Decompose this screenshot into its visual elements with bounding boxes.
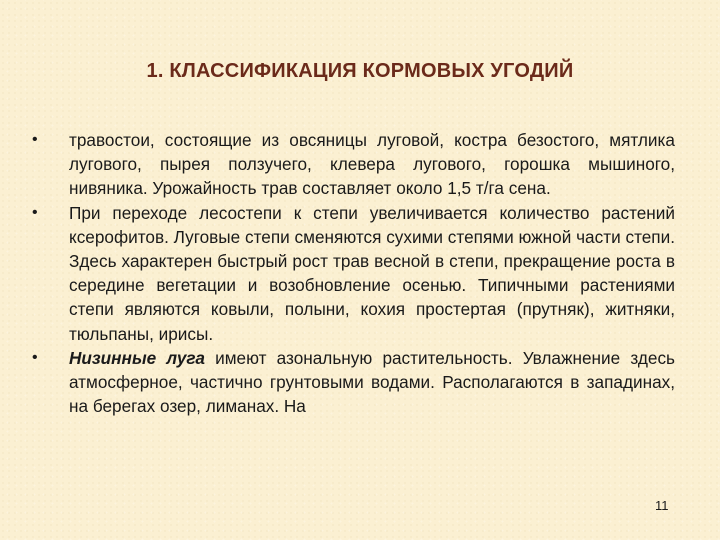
bullet-text: При переходе лесостепи к степи увеличивается количество растений ксерофитов. Луговые степи сменяются сухими степями южной части степи. Здесь характерен быстрый рост трав весной в степи, прекращение роста в середине вегетации и возобновление осенью. Типичными растениями степи являются ковыли, полыни, кохия простертая (прутняк), житняки, тюльпаны, ирисы. [69,202,675,344]
bullet-item-2 [30,201,675,346]
bullet-emphasis: Низинные луга [69,347,205,368]
bullet-marker: • [32,348,38,366]
bullet-item-3 [30,346,675,419]
bullet-item-1 [30,128,675,201]
bullet-marker: • [32,203,38,221]
bullet-list [30,128,675,418]
bullet-marker: • [32,131,38,148]
page-number: 11 [655,498,669,513]
bullet-text: травостои, состоящие из овсяницы луговой, костра безостого, мятлика лугового, пырея ползучего, клевера лугового, горошка мышиного, нивяника. Урожайность трав составляет около 1,5 т/га сена. [69,130,675,199]
bullet-text: имеют азональную растительность. Увлажнение здесь атмосферное, частично грунтовыми водами. Располагаются в западинах, на берегах озер, лиманах. На [69,347,676,417]
slide-title: 1. КЛАССИФИКАЦИЯ КОРМОВЫХ УГОДИЙ [146,60,574,82]
